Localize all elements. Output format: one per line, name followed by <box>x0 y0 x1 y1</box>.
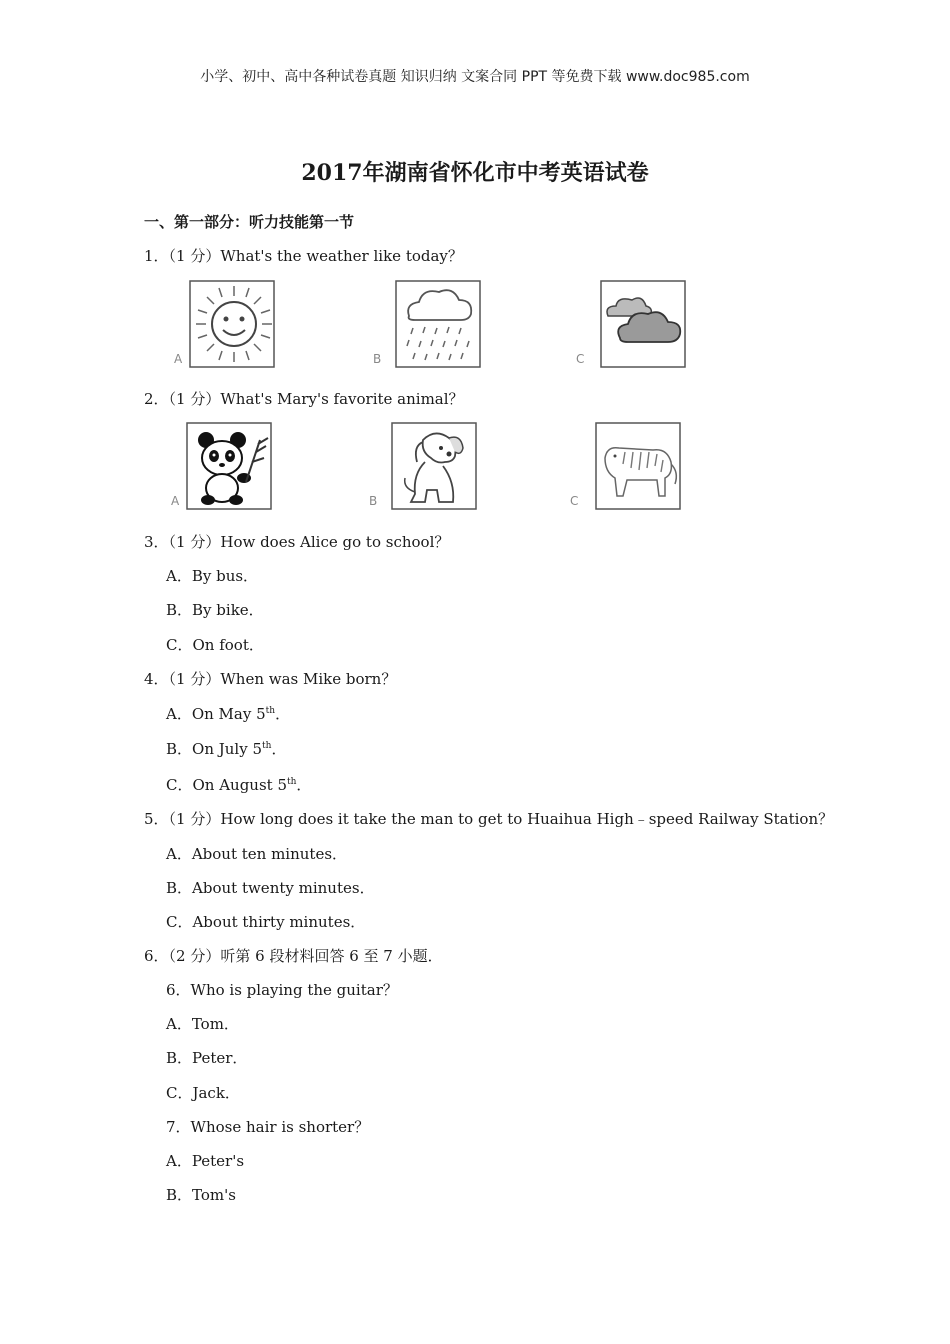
question-text: 听第 6 段材料回答 6 至 7 小题． <box>220 947 443 965</box>
question-number: 2． <box>144 390 169 408</box>
option-punct: ． <box>271 740 287 758</box>
option-b: B．About twenty minutes． <box>166 879 375 897</box>
sub-question-7: 7．Whose hair is shorter？ <box>166 1118 370 1136</box>
question-number: 1． <box>144 247 169 265</box>
option-c: C．Jack． <box>166 1084 240 1102</box>
dog-icon <box>391 422 477 510</box>
image-label-a: A <box>171 494 180 508</box>
question-text: What's Mary's favorite animal？ <box>220 390 464 408</box>
question-score: （1 分） <box>168 390 221 408</box>
option-a: A．By bus． <box>166 567 259 585</box>
question-score: （1 分） <box>168 533 221 551</box>
option-c: C．About thirty minutes． <box>166 913 366 931</box>
option-c: C．On foot． <box>166 636 264 654</box>
ordinal-suffix: th <box>265 706 276 716</box>
option-b: B．By bike． <box>166 601 264 619</box>
option-a: A．About ten minutes． <box>166 845 348 863</box>
question-4 <box>144 668 396 689</box>
question-text: What's the weather like today？ <box>220 247 463 265</box>
question-number: 4． <box>144 670 169 688</box>
page-header: 小学、初中、高中各种试卷真题 知识归纳 文案合同 PPT 等免费下载 www.doc985.com <box>200 69 750 85</box>
option-b: B．Tom's <box>166 1186 236 1204</box>
rain-cloud-icon <box>395 280 481 368</box>
option-punct: ． <box>275 705 291 723</box>
sub-question-6: 6．Who is playing the guitar？ <box>166 981 398 999</box>
panda-icon <box>186 422 272 510</box>
image-label-c: C <box>570 494 579 508</box>
image-label-a: A <box>174 352 183 366</box>
image-label-c: C <box>576 352 585 366</box>
ordinal-suffix: th <box>287 777 297 787</box>
option-a: A．Tom． <box>166 1015 239 1033</box>
option-text: B．On July 5 <box>166 740 263 758</box>
question-score: （2 分） <box>168 947 221 965</box>
ordinal-suffix: th <box>262 741 272 751</box>
page-title: 2017年湖南省怀化市中考英语试卷 <box>301 160 649 186</box>
question-number: 3． <box>144 533 169 551</box>
question-2 <box>144 388 464 409</box>
question-score: （1 分） <box>168 247 221 265</box>
question-number: 6． <box>144 947 169 965</box>
question-number: 5． <box>144 810 169 828</box>
image-label-b: B <box>369 494 378 508</box>
sun-icon <box>189 280 275 368</box>
option-c <box>166 774 311 795</box>
question-text: How long does it take the man to get to Huaihua High﹣speed Railway Station？ <box>220 810 834 828</box>
question-text: When was Mike born？ <box>220 670 397 688</box>
question-1 <box>144 245 463 266</box>
question-3 <box>144 531 449 552</box>
option-punct: ． <box>296 776 312 794</box>
option-text: C．On August 5 <box>166 776 287 794</box>
question-score: （1 分） <box>168 670 221 688</box>
cloudy-icon <box>600 280 686 368</box>
option-a <box>166 703 290 724</box>
tiger-icon <box>595 422 681 510</box>
question-6 <box>144 945 443 966</box>
question-text: How does Alice go to school？ <box>220 533 450 551</box>
image-label-b: B <box>373 352 382 366</box>
option-b <box>166 738 286 759</box>
option-text: A．On May 5 <box>166 705 266 723</box>
section-heading: 一、第一部分：听力技能第一节 <box>144 213 355 231</box>
option-a: A．Peter's <box>166 1152 245 1170</box>
question-5 <box>144 808 833 829</box>
option-b: B．Peter． <box>166 1049 248 1067</box>
question-score: （1 分） <box>168 810 221 828</box>
